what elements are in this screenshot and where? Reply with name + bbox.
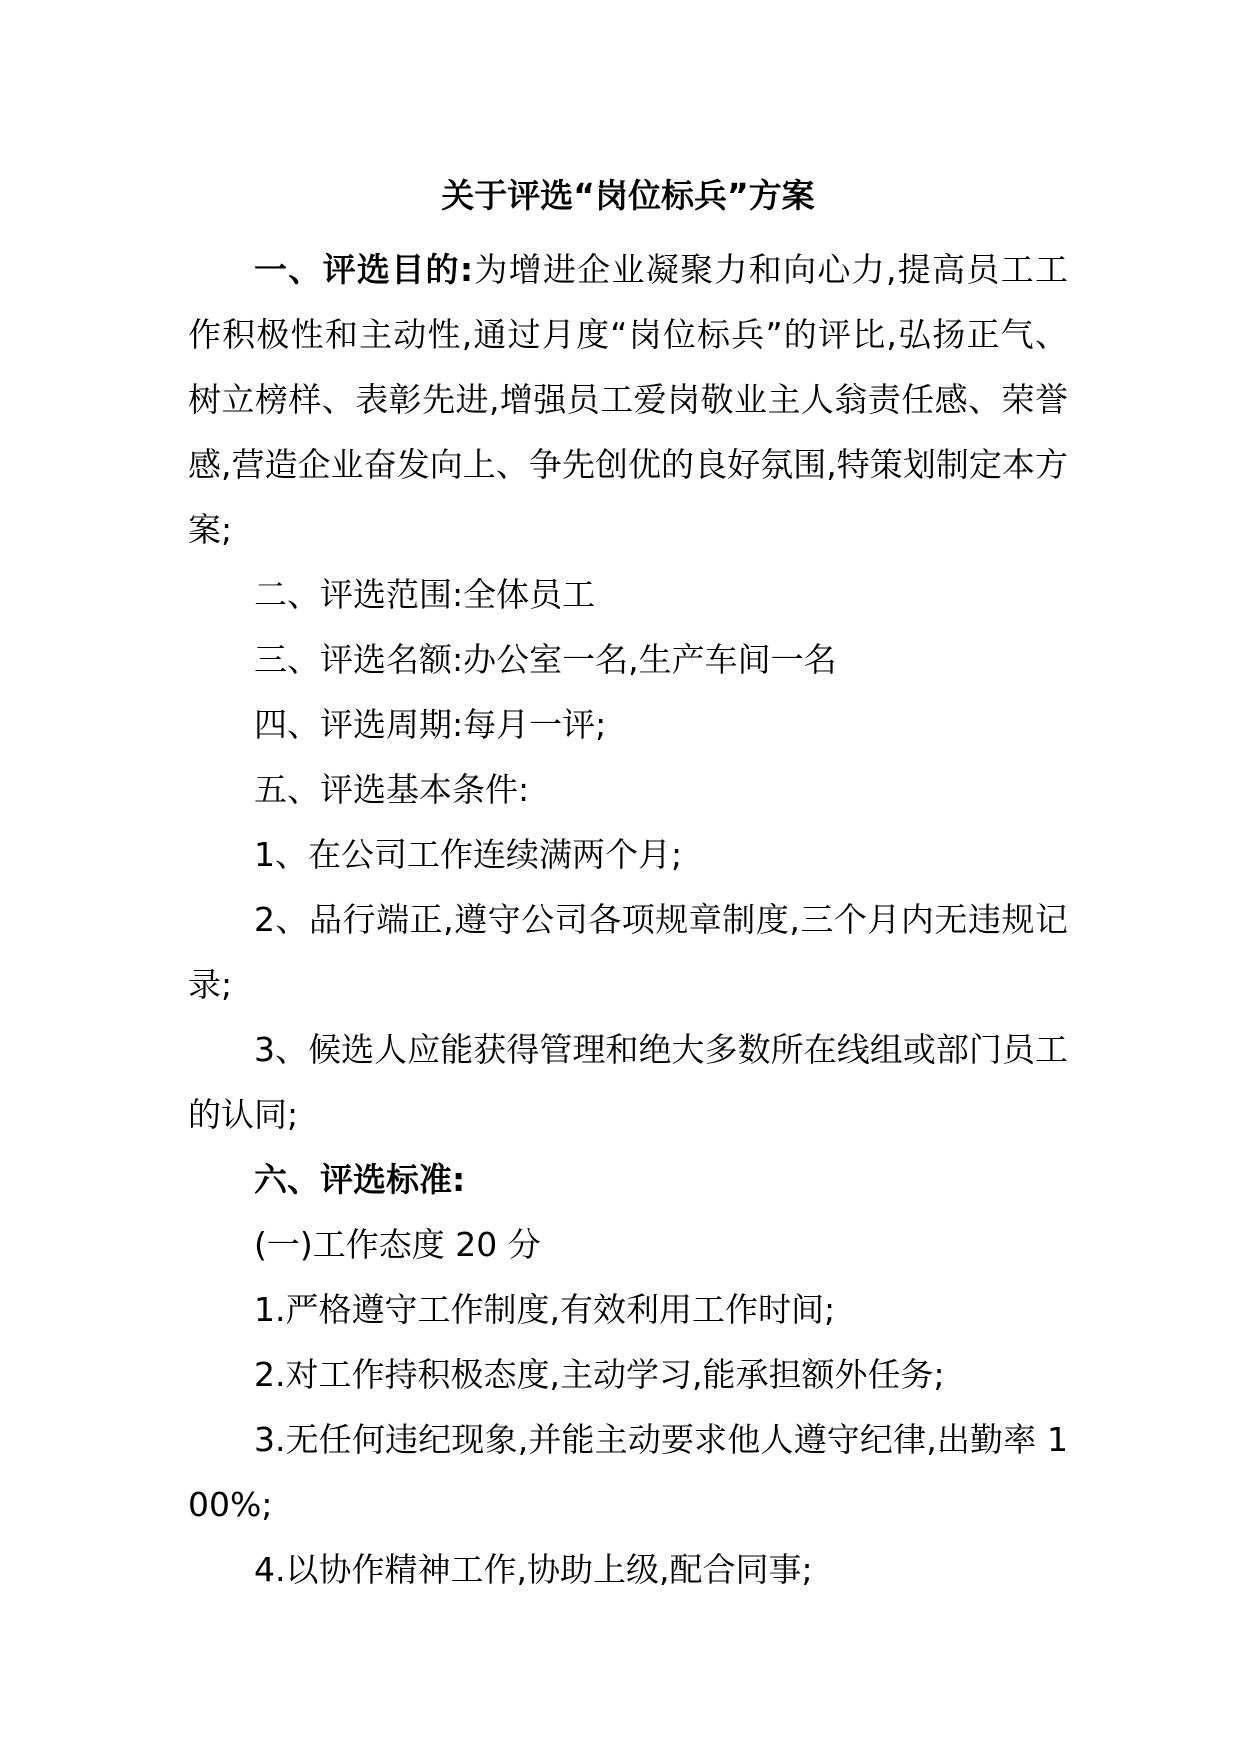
- attitude-item-4: 4.以协作精神工作,协助上级,配合同事;: [254, 1550, 813, 1589]
- document-title: 关于评选“岗位标兵”方案: [441, 176, 815, 215]
- section-purpose-heading: 一、评选目的:: [254, 250, 474, 289]
- attitude-item-3: 3.无任何违纪现象,并能主动要求他人遵守纪律,出勤率 100%;: [188, 1420, 1068, 1524]
- section-conditions: 五、评选基本条件:: [254, 770, 530, 809]
- condition-item-1: 1、在公司工作连续满两个月;: [254, 835, 683, 874]
- section-quota: 三、评选名额:办公室一名,生产车间一名: [254, 640, 837, 679]
- condition-item-3: 3、候选人应能获得管理和绝大多数所在线组或部门员工的认同;: [188, 1030, 1068, 1134]
- section-purpose: [188, 237, 1068, 562]
- section-scope: 二、评选范围:全体员工: [254, 575, 596, 614]
- section-cycle: 四、评选周期:每月一评;: [254, 705, 607, 744]
- section-standards-heading: 六、评选标准:: [254, 1160, 466, 1199]
- standards-subheading-attitude: (一)工作态度 20 分: [254, 1225, 541, 1264]
- attitude-item-1: 1.严格遵守工作制度,有效利用工作时间;: [254, 1290, 836, 1329]
- section-purpose-text: 为增进企业凝聚力和向心力,提高员工工作积极性和主动性,通过月度“岗位标兵”的评比,弘扬正气、树立榜样、表彰先进,增强员工爱岗敬业主人翁责任感、荣誉感,营造企业奋发向上、争先创优的良好氛围,特策划制定本方案;: [188, 250, 1068, 549]
- document-body: [188, 237, 1068, 1602]
- attitude-item-2: 2.对工作持积极态度,主动学习,能承担额外任务;: [254, 1355, 945, 1394]
- condition-item-2: 2、品行端正,遵守公司各项规章制度,三个月内无违规记录;: [188, 900, 1068, 1004]
